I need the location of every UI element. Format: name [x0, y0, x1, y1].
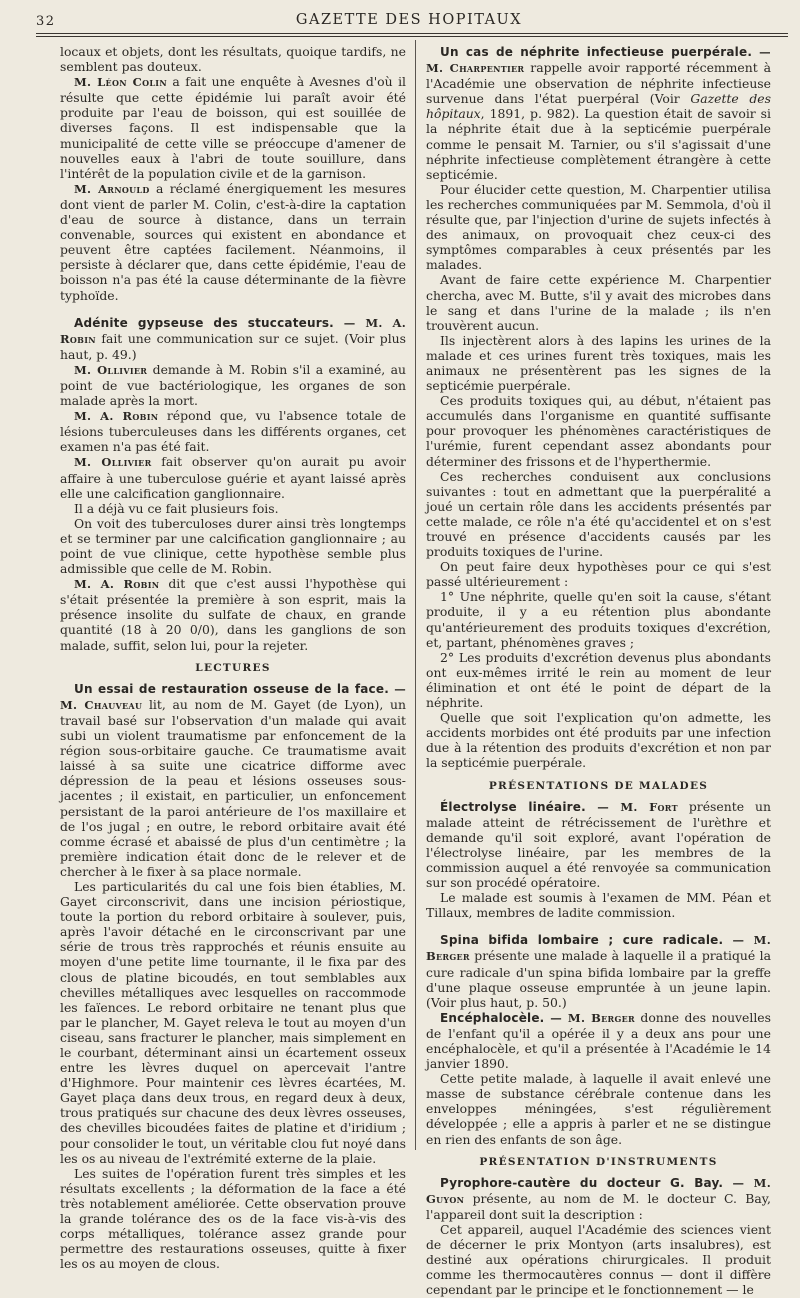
article-heading: Spina bifida lombaire ; cure radicale. — [440, 933, 724, 948]
paragraph: M. Ollivier fait observer qu'on aurait pu avoir affaire à une tuberculose guérie et ayant laissé après elle une calcification ganglionnaire. — [60, 454, 406, 501]
article-heading: Électrolyse linéaire. — [440, 799, 586, 814]
running-title: GAZETTE DES HOPITAUX — [295, 12, 523, 28]
paragraph: Il a déjà vu ce fait plusieurs fois. — [74, 500, 279, 516]
paragraph: 1° Une néphrite, quelle qu'en soit la cause, s'étant produite, il y a eu rétention plus abondante qu'antérieurement des produits toxiques d'excrétion, et, partant, phénomènes graves ; — [426, 589, 771, 650]
speaker-name: — M. Chauveau — [60, 681, 406, 712]
header-rule — [36, 33, 788, 34]
speaker-name: — M. Berger — [426, 933, 771, 964]
paragraph: Un essai de restauration osseuse de la face. — M. Chauveau lit, au nom de M. Gayet (de Lyon), un travail basé sur l'observation d'un malade qui avait subi un violent traumatisme par enfoncement de la région sous-orbitaire gauche. Ce traumatisme avait laissé à sa suite une cicatrice difforme avec dépression de la peau et lésions osseuses sous-jacentes ; il existait, en particulier, un enfoncement persistant de la paroi antérieure de l'os maxillaire et de l'os jugal ; en outre, le rebord orbitaire avait été comme écrasé et abaissé de plus d'un centimètre ; la première indication était donc de le relever et de chercher à le fixer à sa place normale. — [60, 681, 406, 879]
paragraph: On peut faire deux hypothèses pour ce qui s'est passé ultérieurement : — [426, 559, 771, 590]
paragraph: Ces produits toxiques qui, au début, n'étaient pas accumulés dans l'organisme en quantité suffisante pour provoquer les phénomènes caractéristiques de l'urémie, furent cependant assez abondants pour déterminer des frissons et de l'hyperthermie. — [426, 393, 771, 469]
paragraph: M. Ollivier demande à M. Robin s'il a examiné, au point de vue bactériologique, les organes de son malade après la mort. — [60, 361, 407, 409]
speaker-name: M. A. Robin — [74, 409, 159, 424]
left-column — [60, 44, 406, 1271]
paragraph: Un cas de néphrite infectieuse puerpérale. — M. Charpentier rappelle avoir rapporté récemment à l'Académie une observation de néphrite infectieuse survenue dans l'état puerpéral (Voir Gazette des hôpitaux, 1891, p. 982). La question était de savoir si la néphrite était due à la septicémie puerpérale comme le pensait M. Tarnier, ou s'il s'agissait d'une néphrite infectieuse complètement étrangère à cette septicémie. — [426, 45, 772, 182]
paragraph: M. A. Robin répond que, vu l'absence totale de lésions tuberculeuses dans les différents organes, cet examen n'a pas été fait. — [60, 408, 407, 455]
page-number: 32 — [36, 14, 56, 29]
speaker-name: — M. A. Robin — [60, 315, 406, 346]
paragraph: Ces recherches conduisent aux conclusions suivantes : tout en admettant que la puerpéralité a joué un certain rôle dans les accidents présentés par cette malade, ce rôle n'a été qu'accidentel et on s'est trouvé en présence d'accidents causés par les produits toxiques de l'urine. — [426, 468, 771, 560]
paragraph: Électrolyse linéaire. — M. Fort présente un malade atteint de rétrécissement de l'urèthre et demande qu'il soit exploré, avant l'opération de l'électrolyse linéaire, par les membres de la commission auquel a été renvoyée sa communication sur son procédé opératoire. — [426, 798, 771, 891]
section-title: PRÉSENTATION D'INSTRUMENTS — [479, 1155, 718, 1168]
paragraph: Encéphalocèle. — M. Berger donne des nouvelles de l'enfant qu'il a opérée il y a deux ans pour une encéphalocèle, et qu'il a présentée à l'Académie le 14 janvier 1890. — [426, 1009, 771, 1072]
speaker-name: M. A. Robin — [74, 577, 160, 592]
paragraph: Adénite gypseuse des stuccateurs. — M. A. Robin fait une communication sur ce sujet. (Voir plus haut, p. 49.) — [60, 315, 406, 362]
paragraph: Avant de faire cette expérience M. Charpentier chercha, avec M. Butte, s'il y avait des microbes dans le sang et dans l'urine de la malade ; ils n'en trouvèrent aucun. — [426, 272, 771, 333]
header-rule-double — [36, 36, 788, 37]
paragraph: Pour élucider cette question, M. Charpentier utilisa les recherches communiquées par M. Semmola, d'où il résulte que, par l'injection d'urine de sujets infectés à des animaux, on provoquait chez ceux-ci des symptômes comparables à ceux présentés par les malades. — [426, 181, 771, 273]
paragraph: On voit des tuberculoses durer ainsi très longtemps et se terminer par une calcification ganglionnaire ; au point de vue clinique, cette hypothèse semble plus admissible que celle de M. Robin. — [60, 515, 406, 577]
paragraph: Les particularités du cal une fois bien établies, M. Gayet circonscrivit, dans une incision périostique, toute la portion du rebord orbitaire à soulever, puis, après l'avoir détaché en le circonscrivant par une série de trous très rapprochés et réunis ensuite au moyen d'une petite lime tournante, il le fixa par des clous de platine bicoudés, en tout semblables aux chevilles métalliques avec lesquelles on raccommode les faïences. Le rebord orbitaire ne tenant plus que par le plancher, M. Gayet releva le tout au moyen d'un ciseau, sans fracturer le plancher, mais simplement en le courbant, déterminant ainsi un écartement osseux entre les lèvres duquel on apercevait l'antre d'Highmore. Pour maintenir ces lèvres écartées, M. Gayet plaça dans deux trous, en regard deux à deux, trous pratiqués sur chacune des deux lèvres osseuses, des chevilles bicoudées faites de platine et d'iridium ; pour consolider le tout, un véritable clou fut noyé dans les os au niveau de l'extrémité externe de la plaie. — [60, 878, 406, 1166]
paragraph: M. Arnould a réclamé énergiquement les mesures dont vient de parler M. Colin, c'est-à-dire la captation d'eau de source à distance, dans un terrain convenable, sources qui existent en abondance et peuvent être captées facilement. Néanmoins, il persiste à déclarer que, dans cette épidémie, l'eau de boisson n'a pas été la cause déterminante de la fièvre typhoïde. — [60, 180, 406, 303]
article-heading: Encéphalocèle. — [440, 1010, 545, 1025]
paragraph: 2° Les produits d'excrétion devenus plus abondants ont eux-mêmes irrité le rein au moment de leur élimination et ont été le point de départ de la néphrite. — [426, 649, 771, 711]
speaker-name: M. Arnould — [74, 181, 150, 196]
speaker-name: — M. Charpentier — [426, 45, 771, 76]
speaker-name: M. Ollivier — [74, 455, 152, 470]
speaker-name: — M. Fort — [585, 799, 678, 814]
section-title: PRÉSENTATIONS DE MALADES — [488, 779, 709, 792]
page-header — [36, 10, 782, 34]
article-heading: Pyrophore-cautère du docteur G. Bay. — [440, 1175, 724, 1190]
paragraph: Le malade est soumis à l'examen de MM. Péan et Tillaux, membres de ladite commission. — [426, 890, 771, 921]
paragraph: Cette petite malade, à laquelle il avait enlevé une masse de substance cérébrale contenue dans les enveloppes méningées, s'est régulièrement développée ; elle a appris à parler et ne se distingue en rien des enfants de son âge. — [426, 1071, 771, 1147]
paragraph: M. Léon Colin a fait une enquête à Avesnes d'où il résulte que cette épidémie lui paraît avoir été produite par l'eau de boisson, qui est souillée de diverses façons. Il est indispensable que la municipalité de cette ville se préoccupe d'amener de nouvelles eaux à l'abri de toute souillure, dans l'intérêt de la population civile et de la garnison. — [60, 74, 406, 181]
speaker-name: M. Ollivier — [74, 362, 148, 377]
right-column — [426, 44, 771, 1298]
paragraph: Quelle que soit l'explication qu'on admette, les accidents morbides ont été produits par une infection due à la rétention des produits d'excrétion et non par la septicémie puerpérale. — [426, 710, 771, 771]
column-divider — [415, 40, 416, 1150]
paragraph: locaux et objets, dont les résultats, quoique tardifs, ne semblent pas douteux. — [60, 44, 406, 75]
speaker-name: — M. Berger — [544, 1010, 635, 1025]
spacer — [426, 920, 771, 932]
paragraph: Pyrophore-cautère du docteur G. Bay. — M. Guyon présente, au nom de M. le docteur C. Bay, l'appareil dont suit la description : — [426, 1175, 771, 1222]
article-heading: Un essai de restauration osseuse de la face. — [74, 681, 389, 696]
paragraph: M. A. Robin dit que c'est aussi l'hypothèse qui s'était présentée la première à son esprit, mais la présence insolite du sulfate de chaux, en grande quantité (18 à 20 0/0), dans les ganglions de son malade, suffit, selon lui, pour la rejeter. — [60, 576, 407, 653]
spacer — [60, 303, 406, 315]
journal-reference: Gazette des hôpitaux — [426, 91, 771, 122]
speaker-name: M. Léon Colin — [74, 75, 167, 90]
paragraph: Cet appareil, auquel l'Académie des sciences vient de décerner le prix Montyon (arts insalubres), est destiné aux opérations chirurgicales. Il produit comme les thermocautères connus — dont il diffère cependant par le principe et le fonctionnement — le — [426, 1222, 771, 1298]
article-heading: Adénite gypseuse des stuccateurs. — [74, 315, 334, 330]
speaker-name: — M. Guyon — [426, 1175, 771, 1206]
paragraph: Spina bifida lombaire ; cure radicale. — M. Berger présente une malade à laquelle il a pratiqué la cure radicale d'un spina bifida lombaire par la greffe d'une plaque osseuse empruntée à un jeune lapin. (Voir plus haut, p. 50.) — [426, 933, 771, 1010]
article-heading: Un cas de néphrite infectieuse puerpérale. — [440, 45, 753, 59]
paragraph: Ils injectèrent alors à des lapins les urines de la malade et ces urines furent très toxiques, mais les animaux ne présentèrent pas les signes de la septicémie puerpérale. — [426, 332, 771, 394]
paragraph: Les suites de l'opération furent très simples et les résultats excellents ; la déformation de la face a été très notablement améliorée. Cette observation prouve la grande tolérance des os de la face vis-à-vis des corps métalliques, tolérance assez grande pour permettre des restaurations osseuses, quitte à fixer les os au moyen de clous. — [60, 1165, 406, 1272]
section-title: LECTURES — [195, 661, 271, 674]
